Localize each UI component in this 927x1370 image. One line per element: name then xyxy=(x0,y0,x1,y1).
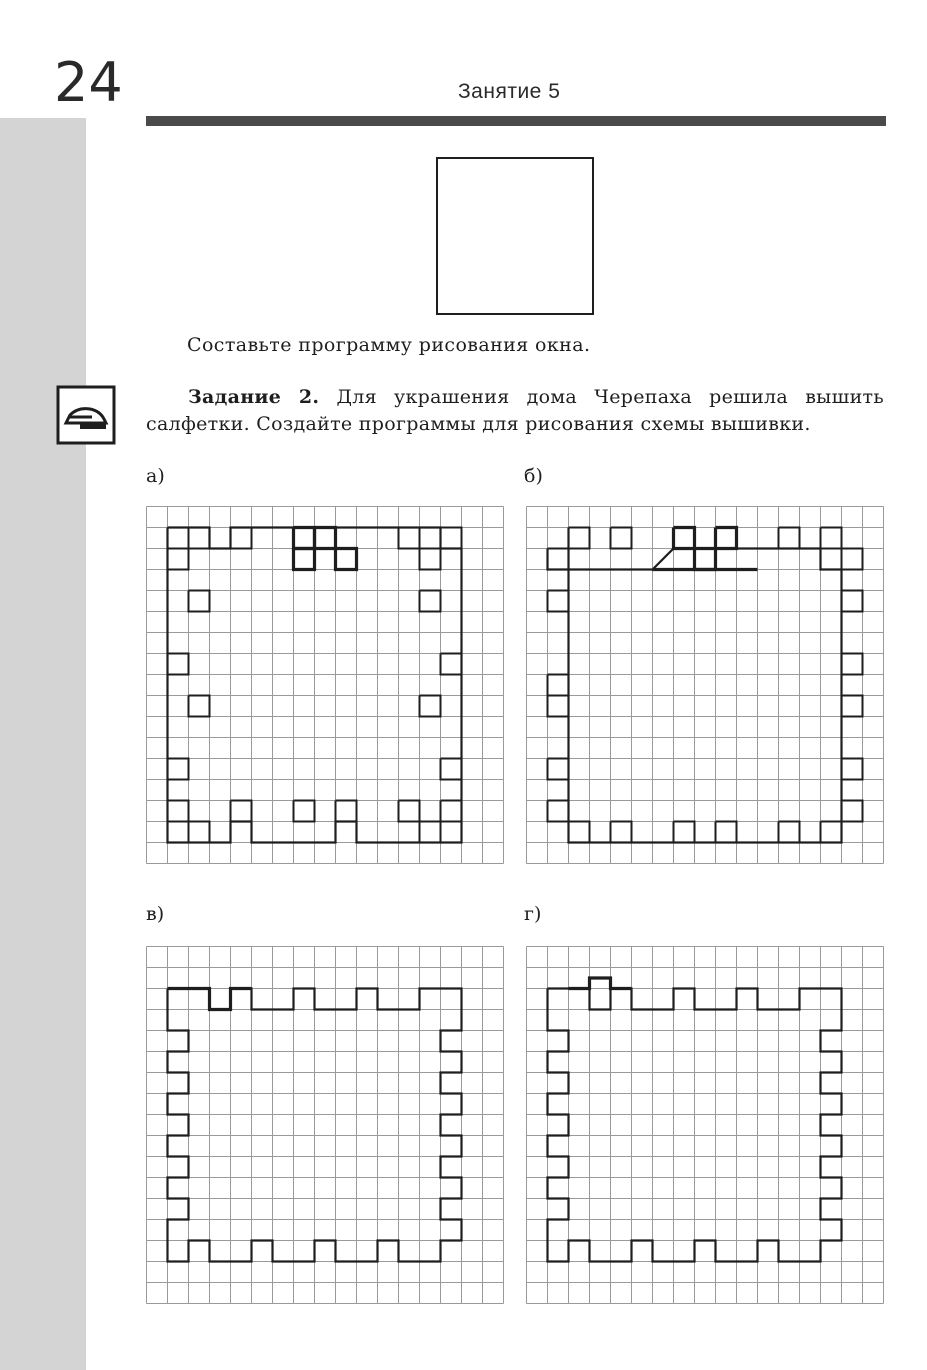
task-2-text: Для украшения дома Черепаха решила вышить салфетки. Создайте программы для рисования схемы вышивки. xyxy=(146,386,884,435)
figure-label-b: б) xyxy=(524,465,543,487)
header-rule xyxy=(146,116,886,126)
motif-square xyxy=(168,759,189,780)
motif-square xyxy=(548,759,569,780)
motif-square xyxy=(231,801,252,822)
motif-square xyxy=(548,549,569,570)
motif-square xyxy=(441,759,462,780)
motif-square xyxy=(548,696,569,717)
motif-square xyxy=(420,822,441,843)
motif-square xyxy=(548,801,569,822)
motif-square xyxy=(716,528,737,549)
motif-square xyxy=(674,822,695,843)
motif-square xyxy=(399,801,420,822)
page-number: 24 xyxy=(54,51,123,114)
motif-square xyxy=(842,591,863,612)
motif-square xyxy=(842,654,863,675)
embroidery-path-bold xyxy=(569,978,632,989)
motif-square xyxy=(842,759,863,780)
embroidery-grid-g xyxy=(526,946,884,1304)
motif-square xyxy=(189,696,210,717)
motif-square xyxy=(821,528,842,549)
motif-square xyxy=(821,822,842,843)
motif-square xyxy=(779,528,800,549)
motif-square xyxy=(569,822,590,843)
motif-square xyxy=(548,591,569,612)
motif-square xyxy=(569,528,590,549)
page-side-band xyxy=(0,118,86,1370)
motif-square xyxy=(189,591,210,612)
motif-square xyxy=(294,528,315,549)
motif-square xyxy=(842,696,863,717)
mouse-icon xyxy=(56,385,116,445)
window-instruction: Составьте программу рисования окна. xyxy=(187,334,591,356)
figure-label-a: а) xyxy=(146,465,165,487)
motif-square xyxy=(168,549,189,570)
motif-square xyxy=(674,528,695,549)
embroidery-grid-b xyxy=(526,506,884,864)
task-2-label: Задание 2. xyxy=(188,386,320,408)
lesson-title: Занятие 5 xyxy=(458,80,561,103)
motif-square xyxy=(548,675,569,696)
motif-square xyxy=(420,696,441,717)
motif-square xyxy=(842,549,863,570)
motif-square xyxy=(231,528,252,549)
motif-square xyxy=(399,528,420,549)
motif-square xyxy=(441,801,462,822)
motif-square xyxy=(441,528,462,549)
figure-label-g: г) xyxy=(524,903,542,925)
embroidery-path-bold xyxy=(168,989,252,1010)
window-square-figure xyxy=(436,157,594,315)
motif-square xyxy=(315,528,336,549)
motif-square xyxy=(336,801,357,822)
motif-square xyxy=(420,591,441,612)
embroidery-grid-a xyxy=(146,506,504,864)
motif-square xyxy=(611,822,632,843)
figure-label-v: в) xyxy=(146,903,165,925)
motif-square xyxy=(168,654,189,675)
motif-square xyxy=(189,822,210,843)
motif-square xyxy=(189,528,210,549)
motif-square xyxy=(336,549,357,570)
motif-square xyxy=(294,801,315,822)
motif-square xyxy=(441,654,462,675)
motif-square xyxy=(842,801,863,822)
motif-square xyxy=(695,549,716,570)
motif-square xyxy=(716,822,737,843)
motif-square xyxy=(168,801,189,822)
task-2-paragraph xyxy=(146,384,884,438)
embroidery-grid-v xyxy=(146,946,504,1304)
motif-square xyxy=(294,549,315,570)
motif-square xyxy=(420,549,441,570)
motif-square xyxy=(779,822,800,843)
motif-square xyxy=(611,528,632,549)
